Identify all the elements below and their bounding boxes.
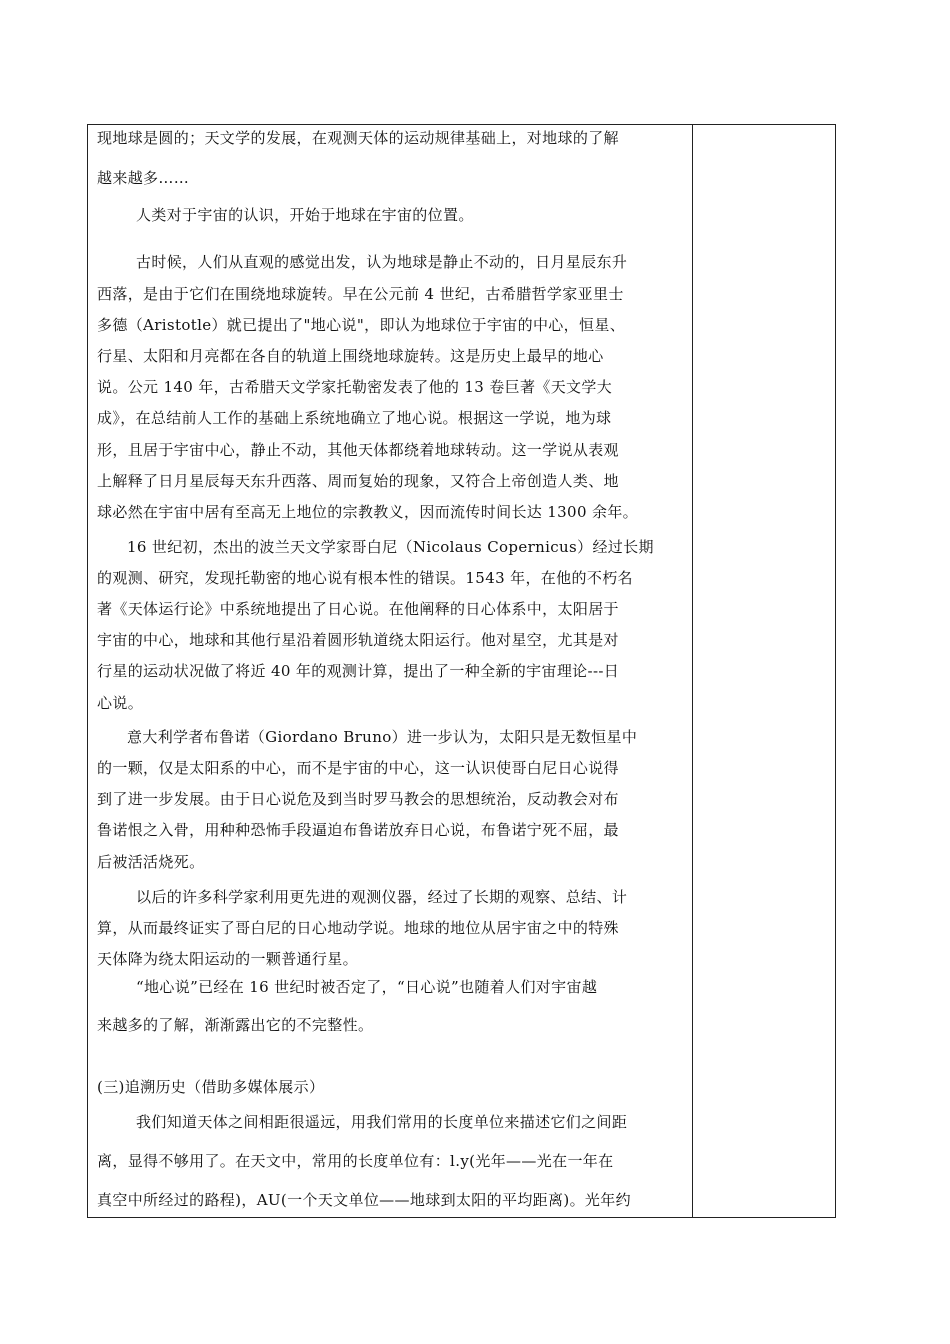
text-line: 意大利学者布鲁诺（Giordano Bruno）进一步认为，太阳只是无数恒星中: [127, 728, 638, 746]
text-line: 16 世纪初，杰出的波兰天文学家哥白尼（Nicolaus Copernicus）经过长期: [127, 538, 654, 556]
text-line: 真空中所经过的路程)，AU(一个天文单位——地球到太阳的平均距离)。光年约: [97, 1191, 631, 1209]
text-line: 球必然在宇宙中居有至高无上地位的宗教教义，因而流传时间长达 1300 余年。: [97, 503, 639, 521]
text-line: 著《天体运行论》中系统地提出了日心说。在他阐释的日心体系中，太阳居于: [97, 600, 619, 618]
text-line: 行星、太阳和月亮都在各自的轨道上围绕地球旋转。这是历史上最早的地心: [97, 347, 604, 365]
text-line: 离，显得不够用了。在天文中，常用的长度单位有：l.y(光年——光在一年在: [97, 1152, 614, 1170]
text-line: 成》，在总结前人工作的基础上系统地确立了地心说。根据这一学说，地为球: [97, 409, 612, 427]
text-line: 到了进一步发展。由于日心说危及到当时罗马教会的思想统治，反动教会对布: [97, 790, 619, 808]
section-heading: (三)追溯历史（借助多媒体展示）: [97, 1078, 325, 1096]
text-line: 越来越多……: [97, 169, 190, 187]
text-line: 西落，是由于它们在围绕地球旋转。早在公元前 4 世纪，古希腊哲学家亚里士: [97, 285, 624, 303]
text-line: 形，且居于宇宙中心，静止不动，其他天体都绕着地球转动。这一学说从表观: [97, 441, 619, 459]
text-line: 天体降为绕太阳运动的一颗普通行星。: [97, 950, 358, 968]
document-table: [87, 124, 836, 1218]
text-line: 鲁诺恨之入骨，用种种恐怖手段逼迫布鲁诺放弃日心说，布鲁诺宁死不屈，最: [97, 821, 619, 839]
text-line: 心说。: [97, 694, 144, 712]
text-line: 人类对于宇宙的认识，开始于地球在宇宙的位置。: [136, 206, 474, 224]
text-line: 我们知道天体之间相距很遥远，用我们常用的长度单位来描述它们之间距: [136, 1113, 628, 1131]
text-line: 以后的许多科学家利用更先进的观测仪器，经过了长期的观察、总结、计: [136, 888, 628, 906]
text-line: 古时候，人们从直观的感觉出发，认为地球是静止不动的，日月星辰东升: [136, 253, 628, 271]
text-line: 宇宙的中心，地球和其他行星沿着圆形轨道绕太阳运行。他对星空，尤其是对: [97, 631, 619, 649]
text-line: 上解释了日月星辰每天东升西落、周而复始的现象，又符合上帝创造人类、地: [97, 472, 619, 490]
text-line: 行星的运动状况做了将近 40 年的观测计算，提出了一种全新的宇宙理论---日: [97, 662, 620, 680]
notes-cell: [693, 125, 835, 1217]
text-line: 多德（Aristotle）就已提出了"地心说"，即认为地球位于宇宙的中心，恒星、: [97, 316, 626, 334]
text-line: 说。公元 140 年，古希腊天文学家托勒密发表了他的 13 卷巨著《天文学大: [97, 378, 613, 396]
text-line: 的观测、研究，发现托勒密的地心说有根本性的错误。1543 年，在他的不朽名: [97, 569, 633, 587]
text-line: 来越多的了解，渐渐露出它的不完整性。: [97, 1016, 374, 1034]
main-content-cell: [88, 125, 692, 1217]
text-line: 的一颗，仅是太阳系的中心，而不是宇宙的中心，这一认识使哥白尼日心说得: [97, 759, 619, 777]
text-line: “地心说”已经在 16 世纪时被否定了，“日心说”也随着人们对宇宙越: [136, 978, 598, 996]
text-line: 现地球是圆的；天文学的发展，在观测天体的运动规律基础上，对地球的了解: [97, 129, 619, 147]
text-line: 算，从而最终证实了哥白尼的日心地动学说。地球的地位从居宇宙之中的特殊: [97, 919, 619, 937]
text-line: 后被活活烧死。: [97, 853, 205, 871]
